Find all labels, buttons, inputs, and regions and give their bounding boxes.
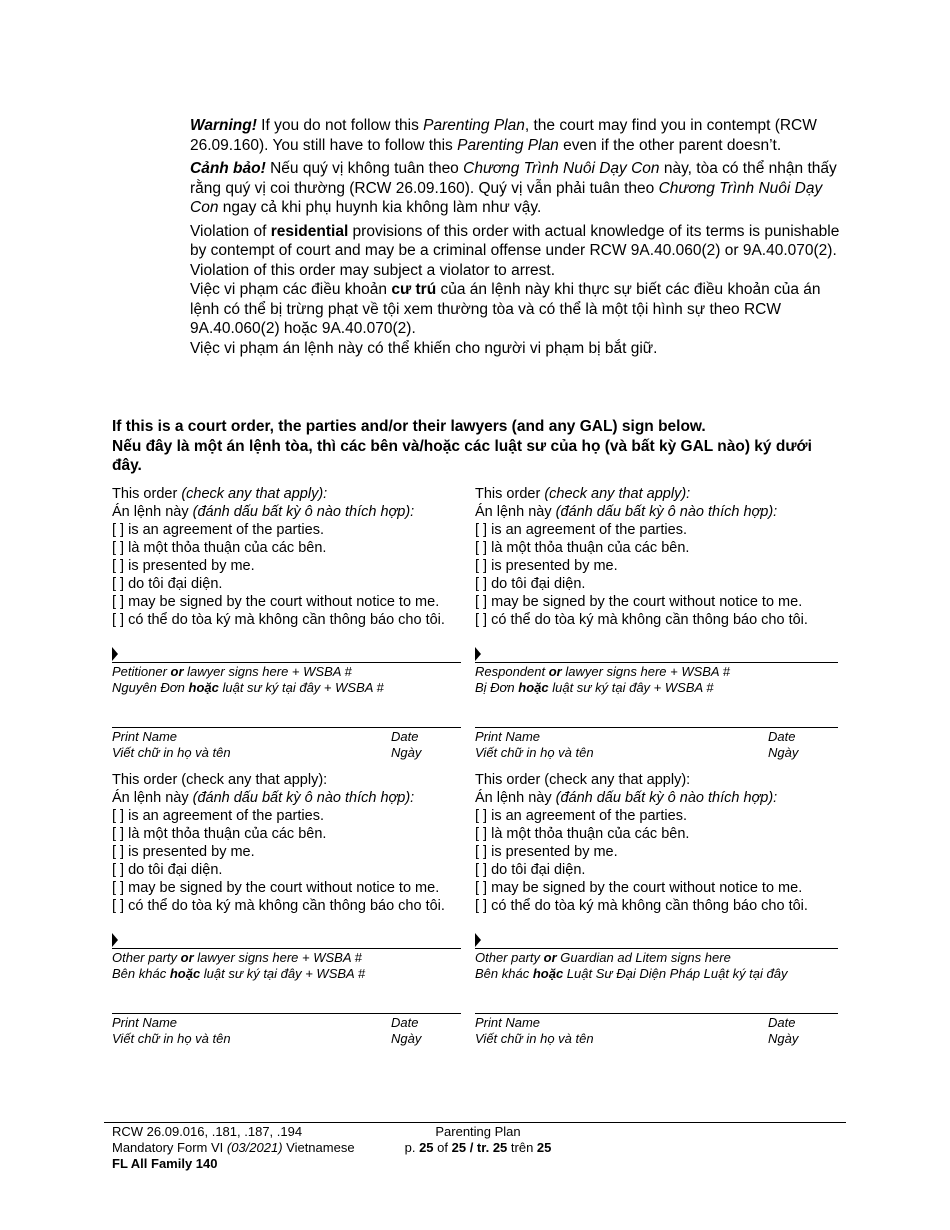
footer-form: Mandatory Form VI (03/2021) Vietnamese xyxy=(112,1140,355,1155)
order-title-en: This order (check any that apply): xyxy=(475,486,691,502)
other-party-sign-label: Other party or lawyer signs here + WSBA # Bên khác hoặc luật sư ký tại đây + WSBA # xyxy=(112,950,366,981)
order-title-vi: Án lệnh này (đánh dấu bất kỳ ô nào thích hợp): xyxy=(475,790,778,806)
footer-page-number: p. 25 of 25 / tr. 25 trên 25 xyxy=(404,1140,552,1155)
violation-vi: Việc vi phạm các điều khoản cư trú của án lệnh này khi thực sự biết các điều khoản của án lệnh có thể bị trừng phạt về tội xem thường tòa và có thể là một tội hình sự theo RCW 9A.40.060(2) hoặc 9A.40.070(2). xyxy=(190,281,821,337)
print-name-label: Print Name Viết chữ in họ và tên xyxy=(475,1015,594,1046)
warning-en: Warning! If you do not follow this Parenting Plan, the court may find you in contempt (RCW 26.09.160). You still have to follow this Parenting Plan even if the other parent doesn’t. xyxy=(190,117,817,154)
footer-form-code: FL All Family 140 xyxy=(112,1156,218,1171)
signature-heading-en: If this is a court order, the parties and/or their lawyers (and any GAL) sign below. xyxy=(112,418,706,435)
checkbox-agreement-vi[interactable]: [ ] là một thỏa thuận của các bên. xyxy=(475,540,690,556)
order-title-vi: Án lệnh này (đánh dấu bất kỳ ô nào thích hợp): xyxy=(112,790,415,806)
checkbox-without-notice[interactable]: [ ] may be signed by the court without notice to me. xyxy=(475,594,803,610)
signature-line-gal[interactable] xyxy=(475,948,838,949)
checkbox-presented-vi[interactable]: [ ] do tôi đại diện. xyxy=(475,862,586,878)
checkbox-presented-vi[interactable]: [ ] do tôi đại diện. xyxy=(475,576,586,592)
checkbox-without-notice[interactable]: [ ] may be signed by the court without notice to me. xyxy=(112,880,440,896)
sign-arrow-icon xyxy=(112,647,118,661)
checkbox-agreement[interactable]: [ ] is an agreement of the parties. xyxy=(112,808,324,824)
footer-left xyxy=(112,1124,355,1172)
date-label: Date Ngày xyxy=(391,1015,422,1046)
print-name-line-other-party[interactable] xyxy=(112,1013,461,1014)
checkbox-agreement[interactable]: [ ] is an agreement of the parties. xyxy=(475,522,687,538)
sign-arrow-icon xyxy=(475,647,481,661)
arrest-vi: Việc vi phạm án lệnh này có thể khiến cho người vi phạm bị bắt giữ. xyxy=(190,339,658,357)
checkbox-presented[interactable]: [ ] is presented by me. xyxy=(112,844,255,860)
print-name-line-petitioner[interactable] xyxy=(112,727,461,728)
print-name-line-respondent[interactable] xyxy=(475,727,838,728)
footer-center xyxy=(398,1124,558,1156)
signature-heading-vi: Nếu đây là một án lệnh tòa, thì các bên và/hoặc các luật sư của họ (và bất kỳ GAL nào) ký dưới đây. xyxy=(112,437,812,474)
date-label: Date Ngày xyxy=(391,729,422,760)
checkbox-without-notice[interactable]: [ ] may be signed by the court without notice to me. xyxy=(475,880,803,896)
checkbox-agreement[interactable]: [ ] is an agreement of the parties. xyxy=(112,522,324,538)
petitioner-sign-label: Petitioner or lawyer signs here + WSBA # Nguyên Đơn hoặc luật sư ký tại đây + WSBA # xyxy=(112,664,384,695)
violation-en: Violation of residential provisions of this order with actual knowledge of its terms is punishable by contempt of court and may be a criminal offense under RCW 9A.40.060(2) or 9A.40.070(2). xyxy=(190,222,840,259)
print-name-line-gal[interactable] xyxy=(475,1013,838,1014)
checkbox-agreement-vi[interactable]: [ ] là một thỏa thuận của các bên. xyxy=(475,826,690,842)
checkbox-without-notice[interactable]: [ ] may be signed by the court without notice to me. xyxy=(112,594,440,610)
order-checklist-other-gal xyxy=(475,771,835,915)
order-checklist-petitioner xyxy=(112,485,472,629)
footer-rcw: RCW 26.09.016, .181, .187, .194 xyxy=(112,1124,303,1139)
print-name-label: Print Name Viết chữ in họ và tên xyxy=(112,729,231,760)
signature-heading xyxy=(112,417,832,476)
checkbox-presented-vi[interactable]: [ ] do tôi đại diện. xyxy=(112,576,223,592)
arrest-en: Violation of this order may subject a violator to arrest. xyxy=(190,261,555,279)
sign-arrow-icon xyxy=(112,933,118,947)
footer-rule xyxy=(104,1122,846,1123)
sign-arrow-icon xyxy=(475,933,481,947)
checkbox-presented-vi[interactable]: [ ] do tôi đại diện. xyxy=(112,862,223,878)
footer-title: Parenting Plan xyxy=(435,1124,521,1139)
checkbox-presented[interactable]: [ ] is presented by me. xyxy=(475,844,618,860)
respondent-sign-label: Respondent or lawyer signs here + WSBA # Bị Đơn hoặc luật sư ký tại đây + WSBA # xyxy=(475,664,730,695)
checkbox-agreement[interactable]: [ ] is an agreement of the parties. xyxy=(475,808,687,824)
checkbox-presented[interactable]: [ ] is presented by me. xyxy=(112,558,255,574)
checkbox-without-notice-vi[interactable]: [ ] có thể do tòa ký mà không cần thông báo cho tôi. xyxy=(475,898,808,914)
order-title-en: This order (check any that apply): xyxy=(112,486,328,502)
checkbox-presented[interactable]: [ ] is presented by me. xyxy=(475,558,618,574)
order-checklist-respondent xyxy=(475,485,835,629)
order-title-en: This order (check any that apply): xyxy=(112,772,328,788)
order-title-vi: Án lệnh này (đánh dấu bất kỳ ô nào thích hợp): xyxy=(475,504,778,520)
print-name-label: Print Name Viết chữ in họ và tên xyxy=(112,1015,231,1046)
signature-line-petitioner[interactable] xyxy=(112,662,461,663)
order-title-en: This order (check any that apply): xyxy=(475,772,691,788)
checkbox-without-notice-vi[interactable]: [ ] có thể do tòa ký mà không cần thông báo cho tôi. xyxy=(475,612,808,628)
order-checklist-other-party xyxy=(112,771,472,915)
date-label: Date Ngày xyxy=(768,1015,799,1046)
date-label: Date Ngày xyxy=(768,729,799,760)
checkbox-without-notice-vi[interactable]: [ ] có thể do tòa ký mà không cần thông báo cho tôi. xyxy=(112,898,445,914)
signature-line-respondent[interactable] xyxy=(475,662,838,663)
checkbox-agreement-vi[interactable]: [ ] là một thỏa thuận của các bên. xyxy=(112,540,327,556)
signature-line-other-party[interactable] xyxy=(112,948,461,949)
checkbox-without-notice-vi[interactable]: [ ] có thể do tòa ký mà không cần thông báo cho tôi. xyxy=(112,612,445,628)
warning-vi: Cảnh bảo! Nếu quý vị không tuân theo Chương Trình Nuôi Dạy Con này, tòa có thể nhận thấy rằng quý vị coi thường (RCW 26.09.160). Quý vị vẫn phải tuân theo Chương Trình Nuôi Dạy Con ngay cả khi phụ huynh kia không làm như vậy. xyxy=(190,160,837,216)
print-name-label: Print Name Viết chữ in họ và tên xyxy=(475,729,594,760)
order-title-vi: Án lệnh này (đánh dấu bất kỳ ô nào thích hợp): xyxy=(112,504,415,520)
checkbox-agreement-vi[interactable]: [ ] là một thỏa thuận của các bên. xyxy=(112,826,327,842)
warning-block xyxy=(190,116,840,358)
gal-sign-label: Other party or Guardian ad Litem signs here Bên khác hoặc Luật Sư Đại Diện Pháp Luật ký tại đây xyxy=(475,950,788,981)
